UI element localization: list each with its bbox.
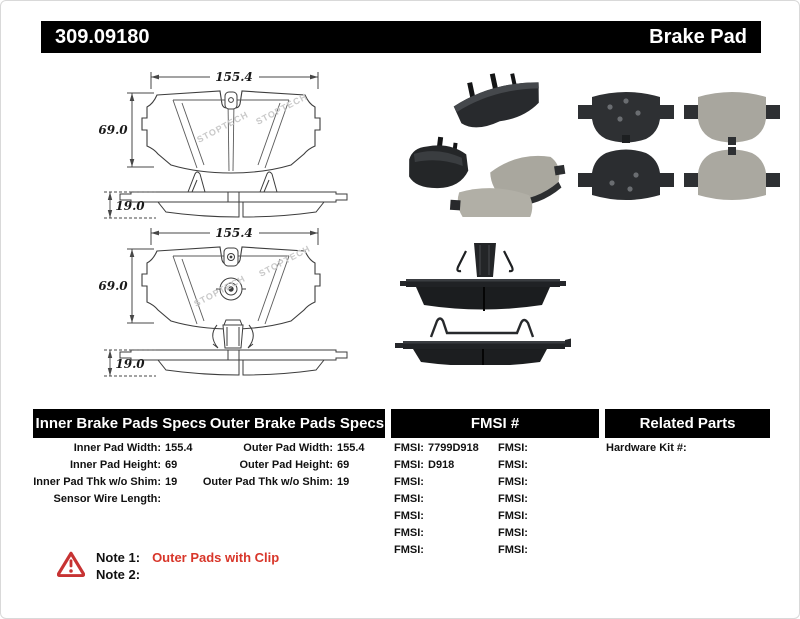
specs-header-bar bbox=[33, 409, 385, 438]
inner-spec-row bbox=[25, 459, 177, 476]
note-1-text: Outer Pads with Clip bbox=[152, 550, 280, 565]
note-2 bbox=[96, 567, 152, 582]
note-1-label: Note 1: bbox=[96, 550, 141, 565]
fmsi-row bbox=[394, 544, 428, 561]
spec-label: Sensor Wire Length: bbox=[53, 493, 161, 505]
outer-spec-row bbox=[197, 442, 365, 459]
watermark-text: STOPTECH bbox=[192, 273, 248, 309]
fmsi-row bbox=[394, 442, 479, 459]
fmsi-row bbox=[394, 510, 428, 527]
outer-spec-row bbox=[197, 459, 349, 476]
warning-triangle-icon bbox=[57, 551, 85, 577]
fmsi-label: FMSI: bbox=[394, 527, 424, 539]
fmsi-label: FMSI: bbox=[498, 476, 528, 488]
fmsi-row bbox=[498, 544, 532, 561]
fmsi-label: FMSI: bbox=[394, 493, 424, 505]
photo-pads-perspective bbox=[404, 71, 570, 217]
fmsi-label: FMSI: bbox=[498, 510, 528, 522]
note-1 bbox=[96, 550, 279, 565]
inner-specs-header: Inner Brake Pads Specs bbox=[35, 415, 207, 432]
inner-spec-row bbox=[25, 442, 193, 459]
technical-drawing-pad2 bbox=[96, 217, 386, 379]
fmsi-header-bar bbox=[391, 409, 599, 438]
fmsi-row bbox=[498, 442, 532, 459]
inner-spec-row bbox=[25, 476, 177, 493]
fmsi-label: FMSI: bbox=[498, 527, 528, 539]
fmsi-row bbox=[498, 459, 532, 476]
header-bar bbox=[41, 21, 761, 53]
dim-width-label: 155.4 bbox=[215, 226, 253, 240]
part-number: 309.09180 bbox=[55, 25, 150, 48]
dim-thickness-label: 19.0 bbox=[115, 199, 145, 213]
spec-label: Inner Pad Width: bbox=[73, 442, 161, 454]
fmsi-row bbox=[498, 510, 532, 527]
spec-value: 155.4 bbox=[337, 442, 365, 454]
photo-pad-side-clip bbox=[395, 313, 571, 365]
fmsi-label: FMSI: bbox=[394, 476, 424, 488]
spec-label: Outer Pad Width: bbox=[243, 442, 333, 454]
fmsi-value: 7799D918 bbox=[428, 442, 479, 454]
photo-pad-side-sensor bbox=[400, 241, 566, 315]
fmsi-label: FMSI: bbox=[498, 493, 528, 505]
watermark-text: STOPTECH bbox=[257, 243, 313, 279]
related-parts-row bbox=[606, 442, 691, 459]
fmsi-row bbox=[394, 493, 428, 510]
fmsi-row bbox=[498, 527, 532, 544]
photo-pads-flat bbox=[578, 87, 780, 207]
spec-value: 69 bbox=[165, 459, 178, 471]
fmsi-row bbox=[498, 493, 532, 510]
spec-label: Outer Pad Thk w/o Shim: bbox=[202, 476, 333, 488]
dim-height-label: 69.0 bbox=[98, 123, 128, 137]
outer-specs-header: Outer Brake Pads Specs bbox=[209, 415, 385, 432]
note-2-label: Note 2: bbox=[96, 567, 141, 582]
spec-label: Outer Pad Height: bbox=[239, 459, 333, 471]
outer-spec-row bbox=[197, 476, 349, 493]
fmsi-row bbox=[394, 527, 428, 544]
product-type-title: Brake Pad bbox=[649, 25, 747, 48]
related-parts-header-bar bbox=[605, 409, 770, 438]
spec-label: Inner Pad Thk w/o Shim: bbox=[33, 476, 161, 488]
watermark-text: STOPTECH bbox=[254, 91, 310, 127]
spec-value: 19 bbox=[337, 476, 350, 488]
watermark-text: STOPTECH bbox=[195, 109, 251, 145]
fmsi-row bbox=[394, 459, 454, 476]
spec-value: 69 bbox=[337, 459, 350, 471]
inner-spec-row bbox=[25, 493, 165, 510]
fmsi-row bbox=[394, 476, 428, 493]
dim-thickness-label: 19.0 bbox=[115, 357, 145, 371]
fmsi-label: FMSI: bbox=[394, 459, 424, 471]
technical-drawing-pad1 bbox=[96, 61, 386, 219]
dim-width-label: 155.4 bbox=[215, 70, 253, 84]
fmsi-label: FMSI: bbox=[498, 544, 528, 556]
fmsi-label: FMSI: bbox=[498, 442, 528, 454]
fmsi-header: FMSI # bbox=[470, 415, 520, 432]
fmsi-label: FMSI: bbox=[498, 459, 528, 471]
spec-value: 155.4 bbox=[165, 442, 193, 454]
fmsi-label: FMSI: bbox=[394, 442, 424, 454]
fmsi-row bbox=[498, 476, 532, 493]
spec-label: Inner Pad Height: bbox=[69, 459, 161, 471]
related-label: Hardware Kit #: bbox=[606, 442, 687, 454]
spec-value: 19 bbox=[165, 476, 178, 488]
dim-height-label: 69.0 bbox=[98, 279, 128, 293]
fmsi-label: FMSI: bbox=[394, 510, 424, 522]
related-parts-header: Related Parts bbox=[639, 415, 736, 432]
fmsi-value: D918 bbox=[428, 459, 455, 471]
fmsi-label: FMSI: bbox=[394, 544, 424, 556]
